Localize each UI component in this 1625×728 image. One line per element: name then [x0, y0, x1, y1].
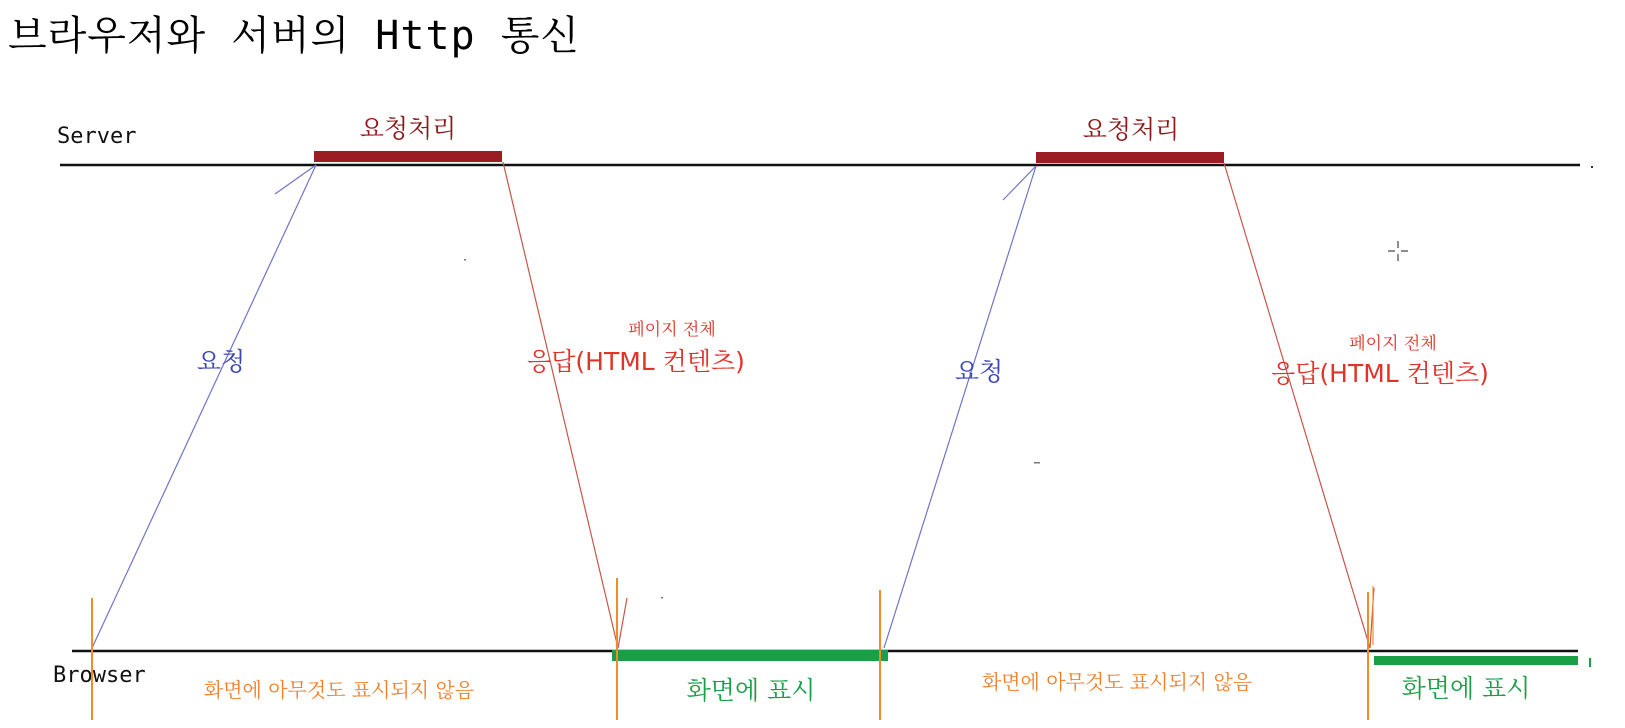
display-label-2: 화면에 표시 [1401, 674, 1531, 703]
request-arrow-1 [92, 165, 316, 648]
request-label-1: 요청 [196, 347, 246, 376]
idle-label-1: 화면에 아무것도 표시되지 않음 [203, 678, 475, 702]
display-bar-2 [1374, 656, 1578, 665]
display-label-1: 화면에 표시 [686, 676, 816, 705]
response-arrow-2 [1224, 163, 1370, 648]
processing-label-1: 요청처리 [359, 114, 457, 143]
stray-mark [1034, 462, 1040, 464]
server-lane-label: Server [57, 124, 137, 149]
response-note-1: 페이지 전체 [628, 320, 716, 340]
processing-bar-1 [314, 151, 502, 162]
idle-label-2: 화면에 아무것도 표시되지 않음 [981, 670, 1253, 694]
stray-mark [464, 259, 466, 261]
crosshair-cursor-icon [1388, 241, 1408, 261]
response-arrow-1 [503, 162, 618, 648]
timeline-end-dot [1591, 166, 1593, 168]
browser-lane-label: Browser [53, 663, 146, 688]
display-bar-1 [612, 650, 888, 661]
stray-mark [661, 597, 663, 599]
request-label-2: 요청 [954, 357, 1004, 386]
response-label-2: 응답(HTML 컨텐츠) [1271, 359, 1489, 388]
response-note-2: 페이지 전체 [1349, 334, 1437, 354]
response-arrowhead-1 [618, 598, 627, 648]
page-title: 브라우저와 서버의 Http 통신 [8, 13, 580, 59]
processing-label-2: 요청처리 [1082, 115, 1180, 144]
request-arrow-2 [884, 166, 1036, 648]
processing-bar-2 [1036, 152, 1224, 163]
response-label-1: 응답(HTML 컨텐츠) [527, 347, 745, 376]
